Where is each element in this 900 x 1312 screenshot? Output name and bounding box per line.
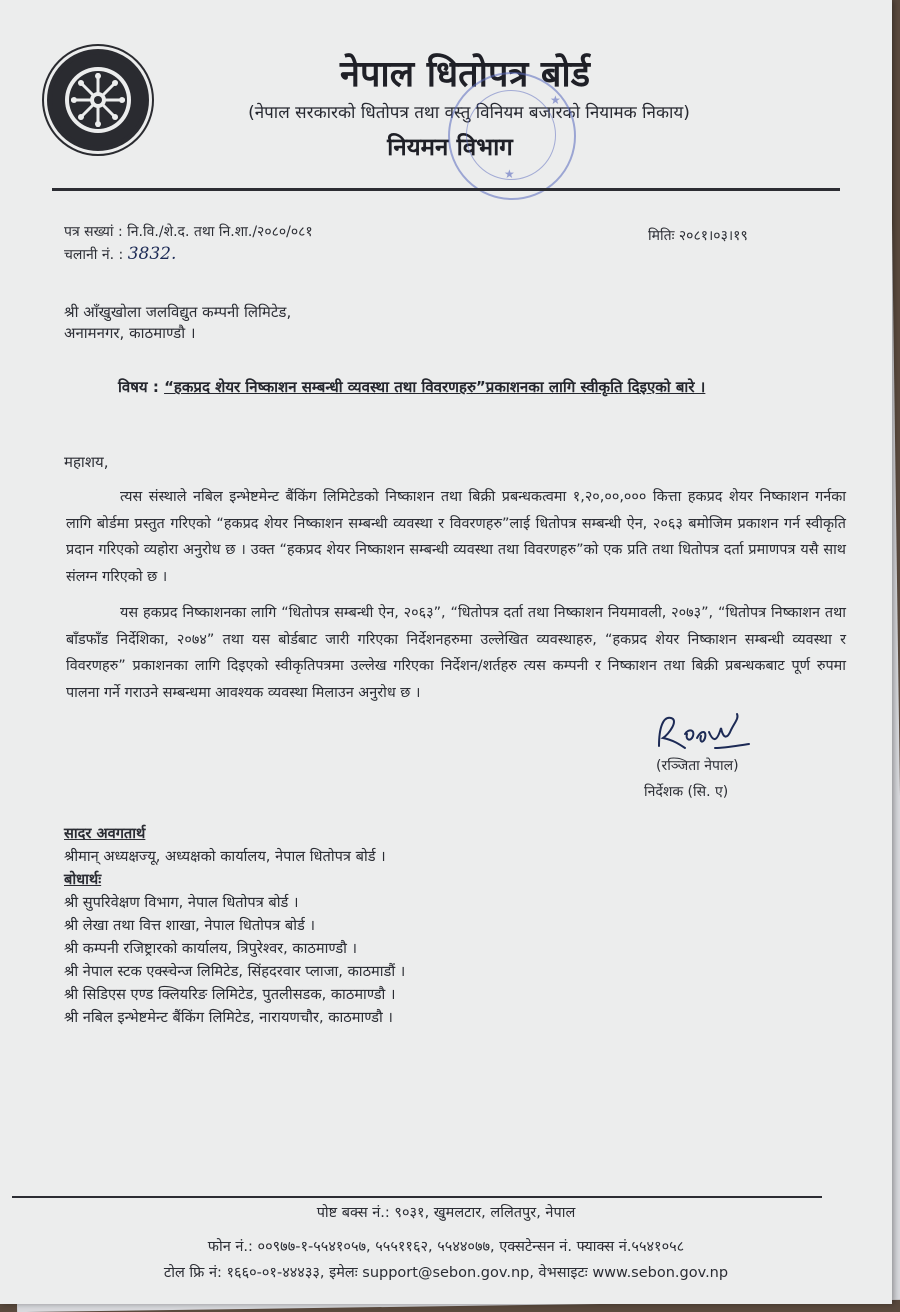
- subject-line: [118, 377, 705, 397]
- cc-item: श्री लेखा तथा वित्त शाखा, नेपाल धितोपत्र बोर्ड ।: [64, 917, 316, 934]
- letter-date: मितिः २०८१।०३।१९: [648, 228, 748, 244]
- org-subtitle: (नेपाल सरकारको धितोपत्र तथा वस्तु विनियम बजारको नियामक निकाय): [248, 103, 690, 123]
- reference-number: पत्र सख्यां : नि.वि./शे.द. तथा नि.शा./२०८०/०८१: [64, 224, 313, 240]
- chalani-value: 3832.: [127, 244, 177, 264]
- signatory-name: (रञ्जिता नेपाल): [656, 758, 739, 774]
- cc-item: श्री कम्पनी रजिष्ट्रारको कार्यालय, त्रिपुरेश्वर, काठमाण्डौ ।: [64, 940, 358, 957]
- cc-item: श्रीमान् अध्यक्षज्यू, अध्यक्षको कार्यालय, नेपाल धितोपत्र बोर्ड ।: [64, 848, 386, 865]
- cc-section: [64, 822, 405, 1029]
- letter-body: [66, 484, 846, 706]
- recipient-address: अनामनगर, काठमाण्डौ ।: [64, 324, 196, 342]
- footer-divider: [12, 1196, 822, 1198]
- recipient-name: श्री आँखुखोला जलविद्युत कम्पनी लिमिटेड,: [64, 303, 292, 321]
- official-seal-stamp: [448, 72, 576, 200]
- footer-phone: फोन नं.: ००९७७-१-५५४१०५७, ५५५११६२, ५५४४०७७, एक्सटेन्सन नं. फ्याक्स नं.५५४१०५८: [207, 1239, 685, 1255]
- svg-text:★: ★: [504, 167, 515, 181]
- footer-contact: टोल फ्रि नं: १६६०-०१-४४४३३, इमेलः support@sebon.gov.np, वेभसाइटः www.sebon.gov.np: [163, 1265, 729, 1281]
- footer-address: पोष्ट बक्स नं.: ९०३१, खुमलटार, ललितपुर, नेपाल: [316, 1205, 576, 1221]
- svg-text:★: ★: [550, 93, 561, 107]
- subject-label: विषय :: [118, 378, 159, 396]
- cc-item: श्री सिडिएस एण्ड क्लियरिङ लिमिटेड, पुतलीसडक, काठमाण्डौ ।: [64, 986, 396, 1003]
- cc-item: श्री नेपाल स्टक एक्स्चेन्ज लिमिटेड, सिंहदरवार प्लाजा, काठमाडौं ।: [64, 963, 406, 980]
- body-paragraph: यस हकप्रद निष्काशनका लागि “धितोपत्र सम्बन्धी ऐन, २०६३”, “धितोपत्र दर्ता तथा निष्काशन नियमावली, २०७३”, “धितोपत्र निष्काशन तथा बाँडफाँड निर्देशिका, २०७४” तथा यस बोर्डबाट जारी गरिएका निर्देशनहरुमा उल्लेखित व्यवस्थाहरु, “हकप्रद शेयर निष्काशन सम्बन्धी व्यवस्था र विवरणहरु” प्रकाशनका लागि दिइएको स्वीकृतिपत्रमा उल्लेख गरिएका निर्देशन/शर्तहरु त्यस कम्पनी र निष्काशन तथा बिक्री प्रबन्धकबाट पूर्ण रुपमा पालना गर्ने गराउने सम्बन्धमा आवश्यक व्यवस्था मिलाउन अनुरोध छ ।: [66, 605, 846, 701]
- cc-item: श्री सुपरिवेक्षण विभाग, नेपाल धितोपत्र बोर्ड ।: [64, 894, 299, 911]
- bodharth-heading: बोधार्थः: [64, 871, 102, 888]
- subject-text: “हकप्रद शेयर निष्काशन सम्बन्धी व्यवस्था तथा विवरणहरु”प्रकाशनका लागि स्वीकृति दिइएको बारे ।: [164, 378, 706, 396]
- sadar-heading: सादर अवगतार्थ: [64, 825, 146, 842]
- signatory-title: निर्देशक (सि. ए): [644, 784, 729, 800]
- chalani-number: [64, 244, 176, 264]
- header-divider: [52, 188, 840, 191]
- org-title: नेपाल धितोपत्र बोर्ड: [340, 54, 590, 95]
- chalani-label: चलानी नं. :: [64, 247, 124, 263]
- body-paragraph: त्यस संस्थाले नबिल इन्भेष्टमेन्ट बैंकिंग लिमिटेडको निष्काशन तथा बिक्री प्रबन्धकत्वमा १,२०,००,००० कित्ता हकप्रद शेयर निष्काशन गर्नका लागि बोर्डमा प्रस्तुत गरिएको “हकप्रद शेयर निष्काशन सम्बन्धी व्यवस्था र विवरणहरु”लाई धितोपत्र सम्बन्धी ऐन, २०६३ बमोजिम प्रकाशन गर्न स्वीकृति प्रदान गरिएको व्यहोरा अनुरोध छ । उक्त “हकप्रद शेयर निष्काशन सम्बन्धी व्यवस्था तथा विवरणहरु”को एक प्रति तथा धितोपत्र दर्ता प्रमाणपत्र यसै साथ संलग्न गरिएको छ ।: [66, 489, 846, 585]
- salutation: महाशय,: [64, 453, 109, 471]
- cc-item: श्री नबिल इन्भेष्टमेन्ट बैंकिंग लिमिटेड, नारायणचौर, काठमाण्डौ ।: [64, 1009, 393, 1026]
- handwritten-signature: [655, 708, 755, 762]
- department-name: नियमन विभाग: [387, 133, 513, 161]
